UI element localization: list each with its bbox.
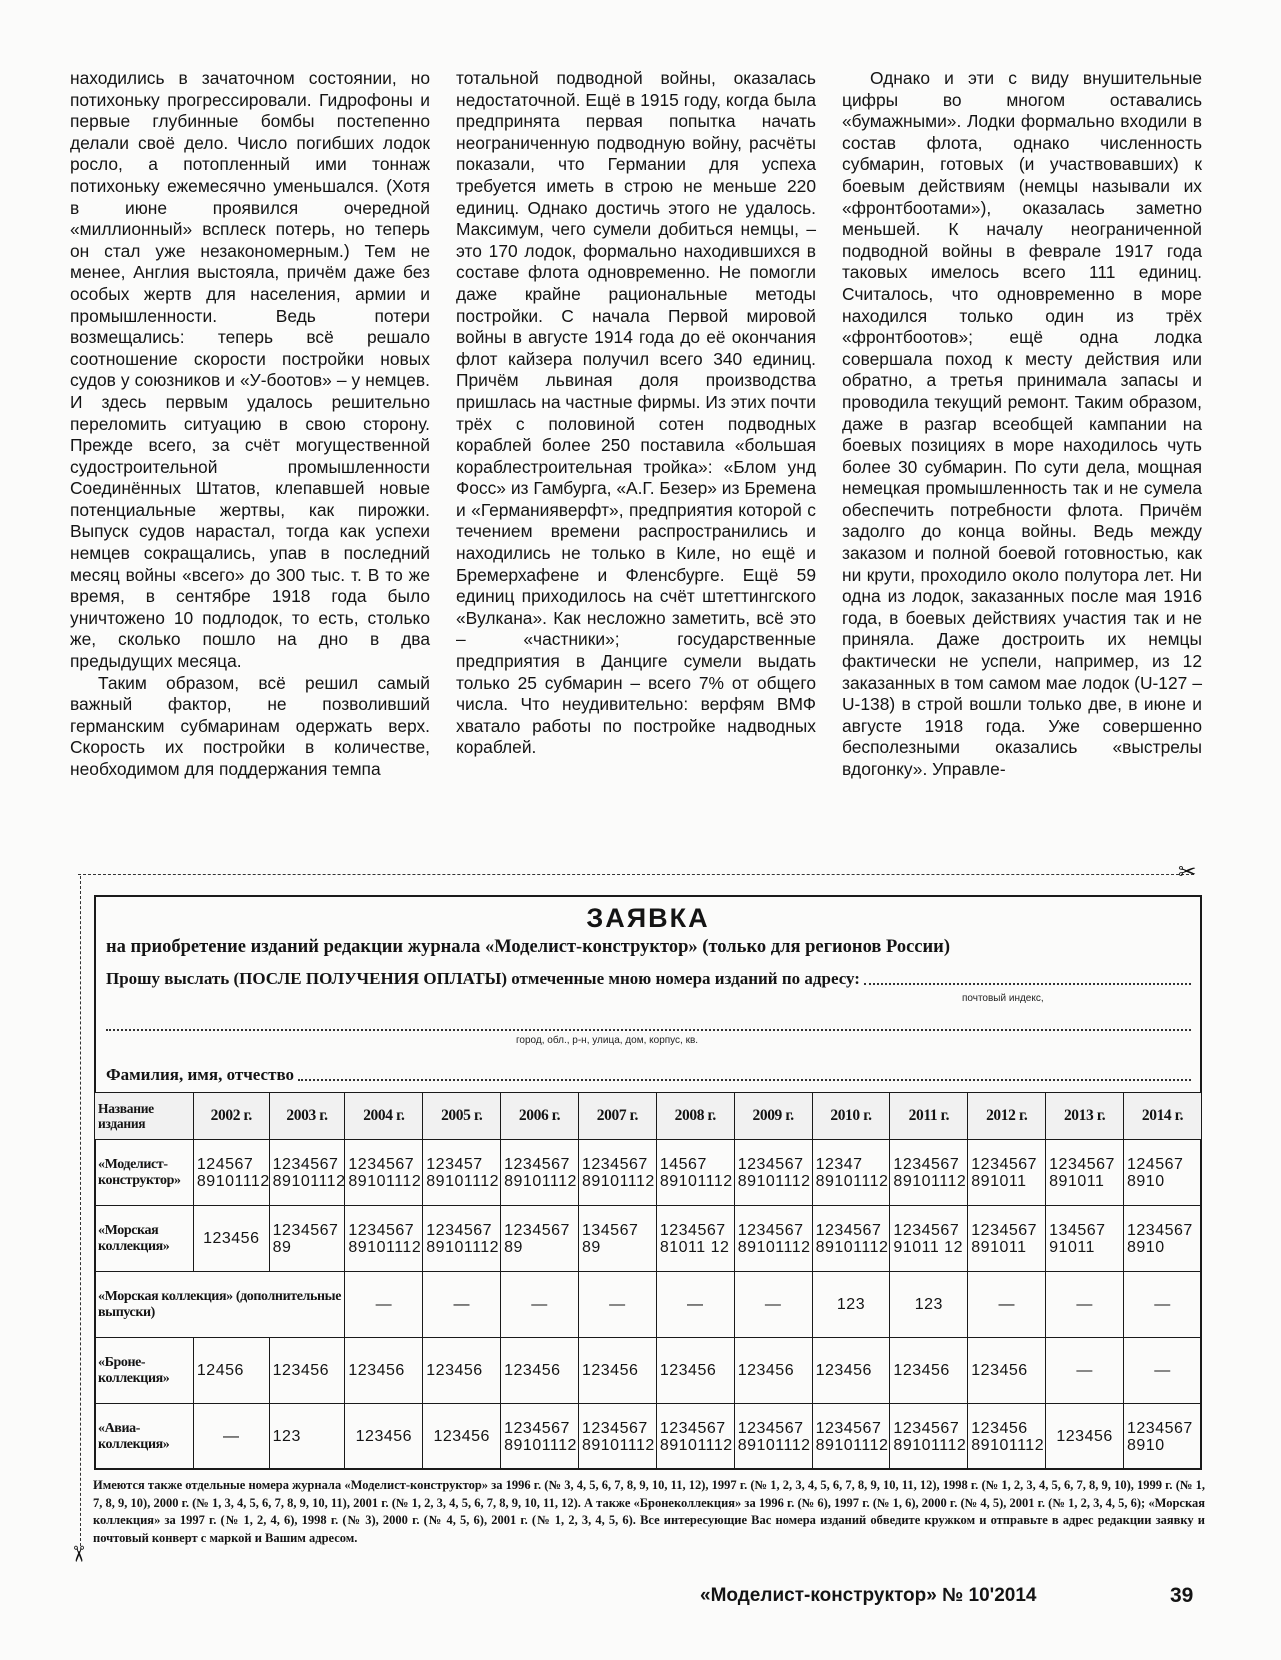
article-column-2 (456, 68, 816, 880)
article-column-3 (842, 68, 1202, 880)
table-header-row (95, 1093, 1202, 1140)
column-header-year: 2012 г. (968, 1093, 1046, 1140)
issue-cell[interactable]: 1234567 89101112 (423, 1206, 501, 1272)
issue-cell[interactable]: 123456 (1046, 1404, 1124, 1470)
issue-cell[interactable]: — (656, 1272, 734, 1338)
postal-hint: почтовый индекс, (962, 993, 1044, 1004)
issue-cell[interactable]: — (423, 1272, 501, 1338)
issue-cell[interactable]: 1234567 8910 (1124, 1404, 1202, 1470)
issue-cell[interactable]: 1234567 89 (269, 1206, 345, 1272)
article-paragraph: Однако и эти с виду внушительные цифры во многом оставались «бумажными». Лодки формально входили в состав флота, однако численность субмарин, готовых (и участвовавших) к боевым действиям (немцы называли их «фронтбоотами»), оказалась заметно меньшей. К началу неограниченной подводной войны в феврале 1917 года таковых имелось всего 111 единиц. Считалось, что одновременно в море находился только один из трёх «фронтбоотов»; ещё одна лодка совершала поход к месту действия или обратно, а третья принимала запасы и проводила текущий ремонт. Таким образом, даже в разгар всеобщей кампании на боевых позициях в море находилось чуть более 30 субмарин. По сути дела, мощная немецкая промышленность так и не сумела обеспечить потребности флота. Причём задолго до конца войны. Ведь между заказом и полной боевой готовностью, как ни крути, проходило около полутора лет. Ни одна из лодок, заказанных после мая 1916 года, в боевых действиях участия так и не приняла. Даже достроить их немцы фактически не успели, например, из 12 заказанных в том самом мае лодок (U-127 – U-138) в строй вошли только две, в июне и августе 1918 года. Уже совершенно бесполезными оказались «выстрелы вдогонку». Управле- (842, 68, 1202, 779)
issue-cell[interactable]: 12456 (193, 1338, 269, 1404)
issue-cell[interactable]: — (1124, 1338, 1202, 1404)
issue-cell[interactable]: 123456 (890, 1338, 968, 1404)
column-header-year: 2002 г. (193, 1093, 269, 1140)
issue-cell[interactable]: 1234567 891011 (968, 1140, 1046, 1206)
issue-cell[interactable]: 1234567 81011 12 (656, 1206, 734, 1272)
issue-cell[interactable]: 1234567 89 (501, 1206, 579, 1272)
column-header-name: Название издания (95, 1093, 194, 1140)
scissors-icon: ✂ (65, 1544, 91, 1564)
address-hint: город, обл., р-н, улица, дом, корпус, кв. (516, 1035, 699, 1046)
issue-cell[interactable]: 1234567 89101112 (734, 1404, 812, 1470)
issue-cell[interactable]: 124567 8910 (1124, 1140, 1202, 1206)
issue-cell[interactable]: 123456 (501, 1338, 579, 1404)
footer-magazine-issue: «Моделист-конструктор» № 10'2014 (700, 1585, 1037, 1606)
issue-cell[interactable]: 123457 89101112 (423, 1140, 501, 1206)
address-field[interactable] (106, 1029, 1191, 1031)
row-name: «Авиа-коллекция» (95, 1404, 194, 1470)
column-header-year: 2006 г. (501, 1093, 579, 1140)
issue-cell[interactable]: 123 (812, 1272, 890, 1338)
issue-cell[interactable]: 1234567 891011 (968, 1206, 1046, 1272)
column-header-year: 2008 г. (656, 1093, 734, 1140)
issue-cell[interactable]: 123456 (269, 1338, 345, 1404)
issue-cell[interactable]: 1234567 89101112 (578, 1140, 656, 1206)
issue-cell[interactable]: 123 (890, 1272, 968, 1338)
issue-cell[interactable]: 1234567 89101112 (501, 1140, 579, 1206)
issue-cell[interactable]: 123456 (345, 1404, 423, 1470)
row-name: «Морская коллекция» (95, 1206, 194, 1272)
issue-cell[interactable]: 12347 89101112 (812, 1140, 890, 1206)
issue-cell[interactable]: 14567 89101112 (656, 1140, 734, 1206)
issue-cell[interactable]: 123456 (734, 1338, 812, 1404)
order-form (94, 895, 1202, 1470)
article-paragraph: тотальной подводной войны, оказалась недостаточной. Ещё в 1915 году, когда была предпринята первая попытка начать неограниченную подводную войну, расчёты показали, что Германии для успеха требуется иметь в строю не меньше 220 единиц. Однако достичь этого не удалось. Максимум, чего сумели добиться немцы, – это 170 лодок, формально находившихся в составе флота одновременно. Не помогли даже крайне рациональные методы постройки. С начала Первой мировой войны в августе 1914 года до её окончания флот кайзера получил всего 340 единиц. Причём львиная доля производства пришлась на частные фирмы. Из этих почти трёх с половиной сотен подводных кораблей более 250 поставила «большая кораблестроительная тройка»: «Блом унд Фосс» из Гамбурга, «А.Г. Безер» из Бремена и «Германияверфт», предприятия которой с течением времени распространились и находились не только в Киле, но ещё и Бремерхафене и Фленсбурге. Ещё 59 единиц приходилось на счёт штеттингского «Вулкана». Как несложно заметить, всё это – «частники»; государственные предприятия в Данциге сумели выдать только 25 субмарин – всего 7% от общего числа. Что неудивительно: верфям ВМФ хватало работы по постройке надводных кораблей. (456, 68, 816, 758)
issue-cell[interactable]: 1234567 91011 12 (890, 1206, 968, 1272)
column-header-year: 2003 г. (269, 1093, 345, 1140)
issue-cell[interactable]: 1234567 89101112 (501, 1404, 579, 1470)
issue-cell[interactable]: 1234567 89101112 (345, 1206, 423, 1272)
issue-cell[interactable]: 1234567 89101112 (656, 1404, 734, 1470)
issue-cell[interactable]: 124567 89101112 (193, 1140, 269, 1206)
column-header-year: 2004 г. (345, 1093, 423, 1140)
table-row (95, 1140, 1202, 1206)
column-header-year: 2009 г. (734, 1093, 812, 1140)
table-row (95, 1206, 1202, 1272)
issue-cell[interactable]: 1234567 891011 (1046, 1140, 1124, 1206)
issue-cell[interactable]: 1234567 89101112 (890, 1140, 968, 1206)
issue-cell[interactable]: — (1046, 1338, 1124, 1404)
issue-cell[interactable]: 123456 (578, 1338, 656, 1404)
form-title: ЗАЯВКА (586, 903, 710, 933)
issue-cell[interactable]: 1234567 89101112 (734, 1140, 812, 1206)
article-paragraph: Таким образом, всё решил самый важный фактор, не позволивший германским субмаринам одержать верх. Скорость их постройки в количестве, необходимом для поддержания темпа (70, 672, 430, 779)
column-header-year: 2010 г. (812, 1093, 890, 1140)
article-columns (70, 68, 1202, 880)
issue-cell[interactable]: 1234567 89101112 (734, 1206, 812, 1272)
issue-cell[interactable]: 1234567 89101112 (812, 1404, 890, 1470)
article-paragraph: находились в зачаточном состоянии, но потихоньку прогрессировали. Гидрофоны и первые глубинные бомбы постепенно делали своё дело. Число погибших лодок росло, а потопленный ими тоннаж потихоньку ежемесячно уменьшался. (Хотя в июне проявился очередной «миллионный» всплеск потерь, но теперь он стал уже незакономерным.) Тем не менее, Англия выстояла, причём даже без особых жертв для населения, армии и промышленности. Ведь потери возмещались: теперь всё решало соотношение скорости постройки новых судов у союзников и «У-боотов» – у немцев. И здесь первым удалось решительно переломить ситуацию в свою сторону. Прежде всего, за счёт могущественной судостроительной промышленности Соединённых Штатов, клепавшей новые потенциальные жертвы, как пирожки. Выпуск судов нарастал, тогда как успехи немцев сокращались, упав в последний месяц войны «всего» до 300 тыс. т. В то же время, в сентябре 1918 года было уничтожено 10 подлодок, то есть, столько же, сколько пошло на дно в два предыдущих месяца. (70, 68, 430, 672)
cut-line-horizontal (78, 874, 1194, 875)
issue-cell[interactable]: 123456 89101112 (968, 1404, 1046, 1470)
issue-cell[interactable]: 123 (269, 1404, 345, 1470)
request-line (106, 969, 1191, 989)
fio-label: Фамилия, имя, отчество (106, 1065, 295, 1084)
issue-cell[interactable]: — (345, 1272, 423, 1338)
postal-field[interactable] (864, 969, 1191, 985)
article-column-1 (70, 68, 430, 880)
row-name: «Броне-коллекция» (95, 1338, 194, 1404)
page-number: 39 (1170, 1584, 1194, 1607)
issue-cell[interactable]: 123456 (968, 1338, 1046, 1404)
issue-cell[interactable]: 1234567 89101112 (345, 1140, 423, 1206)
issue-cell[interactable]: — (1124, 1272, 1202, 1338)
table-row (95, 1272, 1202, 1338)
column-header-year: 2011 г. (890, 1093, 968, 1140)
request-text: Прошу выслать (ПОСЛЕ ПОЛУЧЕНИЯ ОПЛАТЫ) отмеченные мною номера изданий по адресу: (106, 969, 860, 988)
issue-cell[interactable]: — (1046, 1272, 1124, 1338)
issue-cell[interactable]: 134567 91011 (1046, 1206, 1124, 1272)
column-header-year: 2013 г. (1046, 1093, 1124, 1140)
form-subtitle: на приобретение изданий редакции журнала «Моделист-конструктор» (только для регионов России) (106, 937, 950, 957)
issue-cell[interactable]: 123456 (193, 1206, 269, 1272)
column-header-year: 2014 г. (1124, 1093, 1202, 1140)
scissors-icon: ✂ (1178, 860, 1197, 885)
issue-cell[interactable]: 134567 89 (578, 1206, 656, 1272)
issue-cell[interactable]: 1234567 89101112 (269, 1140, 345, 1206)
issue-cell[interactable]: — (193, 1404, 269, 1470)
footnote: Имеются также отдельные номера журнала «Моделист-конструктор» за 1996 г. (№ 3, 4, 5, 6, 7, 8, 9, 10, 11, 12), 1997 г. (№ 1, 2, 3, 4, 5, 6, 7, 8, 9, 10, 11, 12), 1998 г. (№ 1, 2, 3, 4, 5, 6, 7, 8, 9, 10), 1999 г. (№ 1, 7, 8, 9, 10), 2000 г. (№ 1, 3, 4, 5, 6, 7, 8, 9, 10, 11), 2001 г. (№ 1, 2, 3, 4, 5, 6, 7, 8, 9, 10, 11, 12). А также «Бронеколлекция» за 1996 г. (№ 6), 1997 г. (№ 1, 6), 2000 г. (№ 4, 5), 2001 г. (№ 1, 2, 3, 4, 5, 6); «Морская коллекция» за 1997 г. (№ 1, 2, 4, 6), 1998 г. (№ 3), 2000 г. (№ 4, 5, 6), 2001 г. (№ 1, 2, 3, 4, 5, 6). Все интересующие Вас номера изданий обведите кружком и отправьте в адрес редакции заявку и почтовый конверт с маркой и Вашим адресом. (93, 1478, 1205, 1545)
issue-cell[interactable]: — (578, 1272, 656, 1338)
cut-line-vertical (80, 876, 81, 1546)
table-row (95, 1404, 1202, 1470)
row-name: «Морская коллекция» (дополнительные выпуски) (95, 1272, 345, 1338)
issue-cell[interactable]: — (734, 1272, 812, 1338)
issue-cell[interactable]: 1234567 89101112 (890, 1404, 968, 1470)
issue-cell[interactable]: 123456 (812, 1338, 890, 1404)
issue-cell[interactable]: — (501, 1272, 579, 1338)
fio-line (106, 1065, 1191, 1085)
issue-cell[interactable]: 123456 (656, 1338, 734, 1404)
issue-cell[interactable]: 1234567 89101112 (812, 1206, 890, 1272)
row-name: «Моделист-конструктор» (95, 1140, 194, 1206)
issue-cell[interactable]: — (968, 1272, 1046, 1338)
order-table (94, 1092, 1202, 1470)
column-header-year: 2005 г. (423, 1093, 501, 1140)
issue-cell[interactable]: 1234567 8910 (1124, 1206, 1202, 1272)
fio-field[interactable] (298, 1065, 1191, 1081)
table-row (95, 1338, 1202, 1404)
issue-cell[interactable]: 123456 (345, 1338, 423, 1404)
issue-cell[interactable]: 123456 (423, 1404, 501, 1470)
issue-cell[interactable]: 1234567 89101112 (578, 1404, 656, 1470)
column-header-year: 2007 г. (578, 1093, 656, 1140)
issue-cell[interactable]: 123456 (423, 1338, 501, 1404)
